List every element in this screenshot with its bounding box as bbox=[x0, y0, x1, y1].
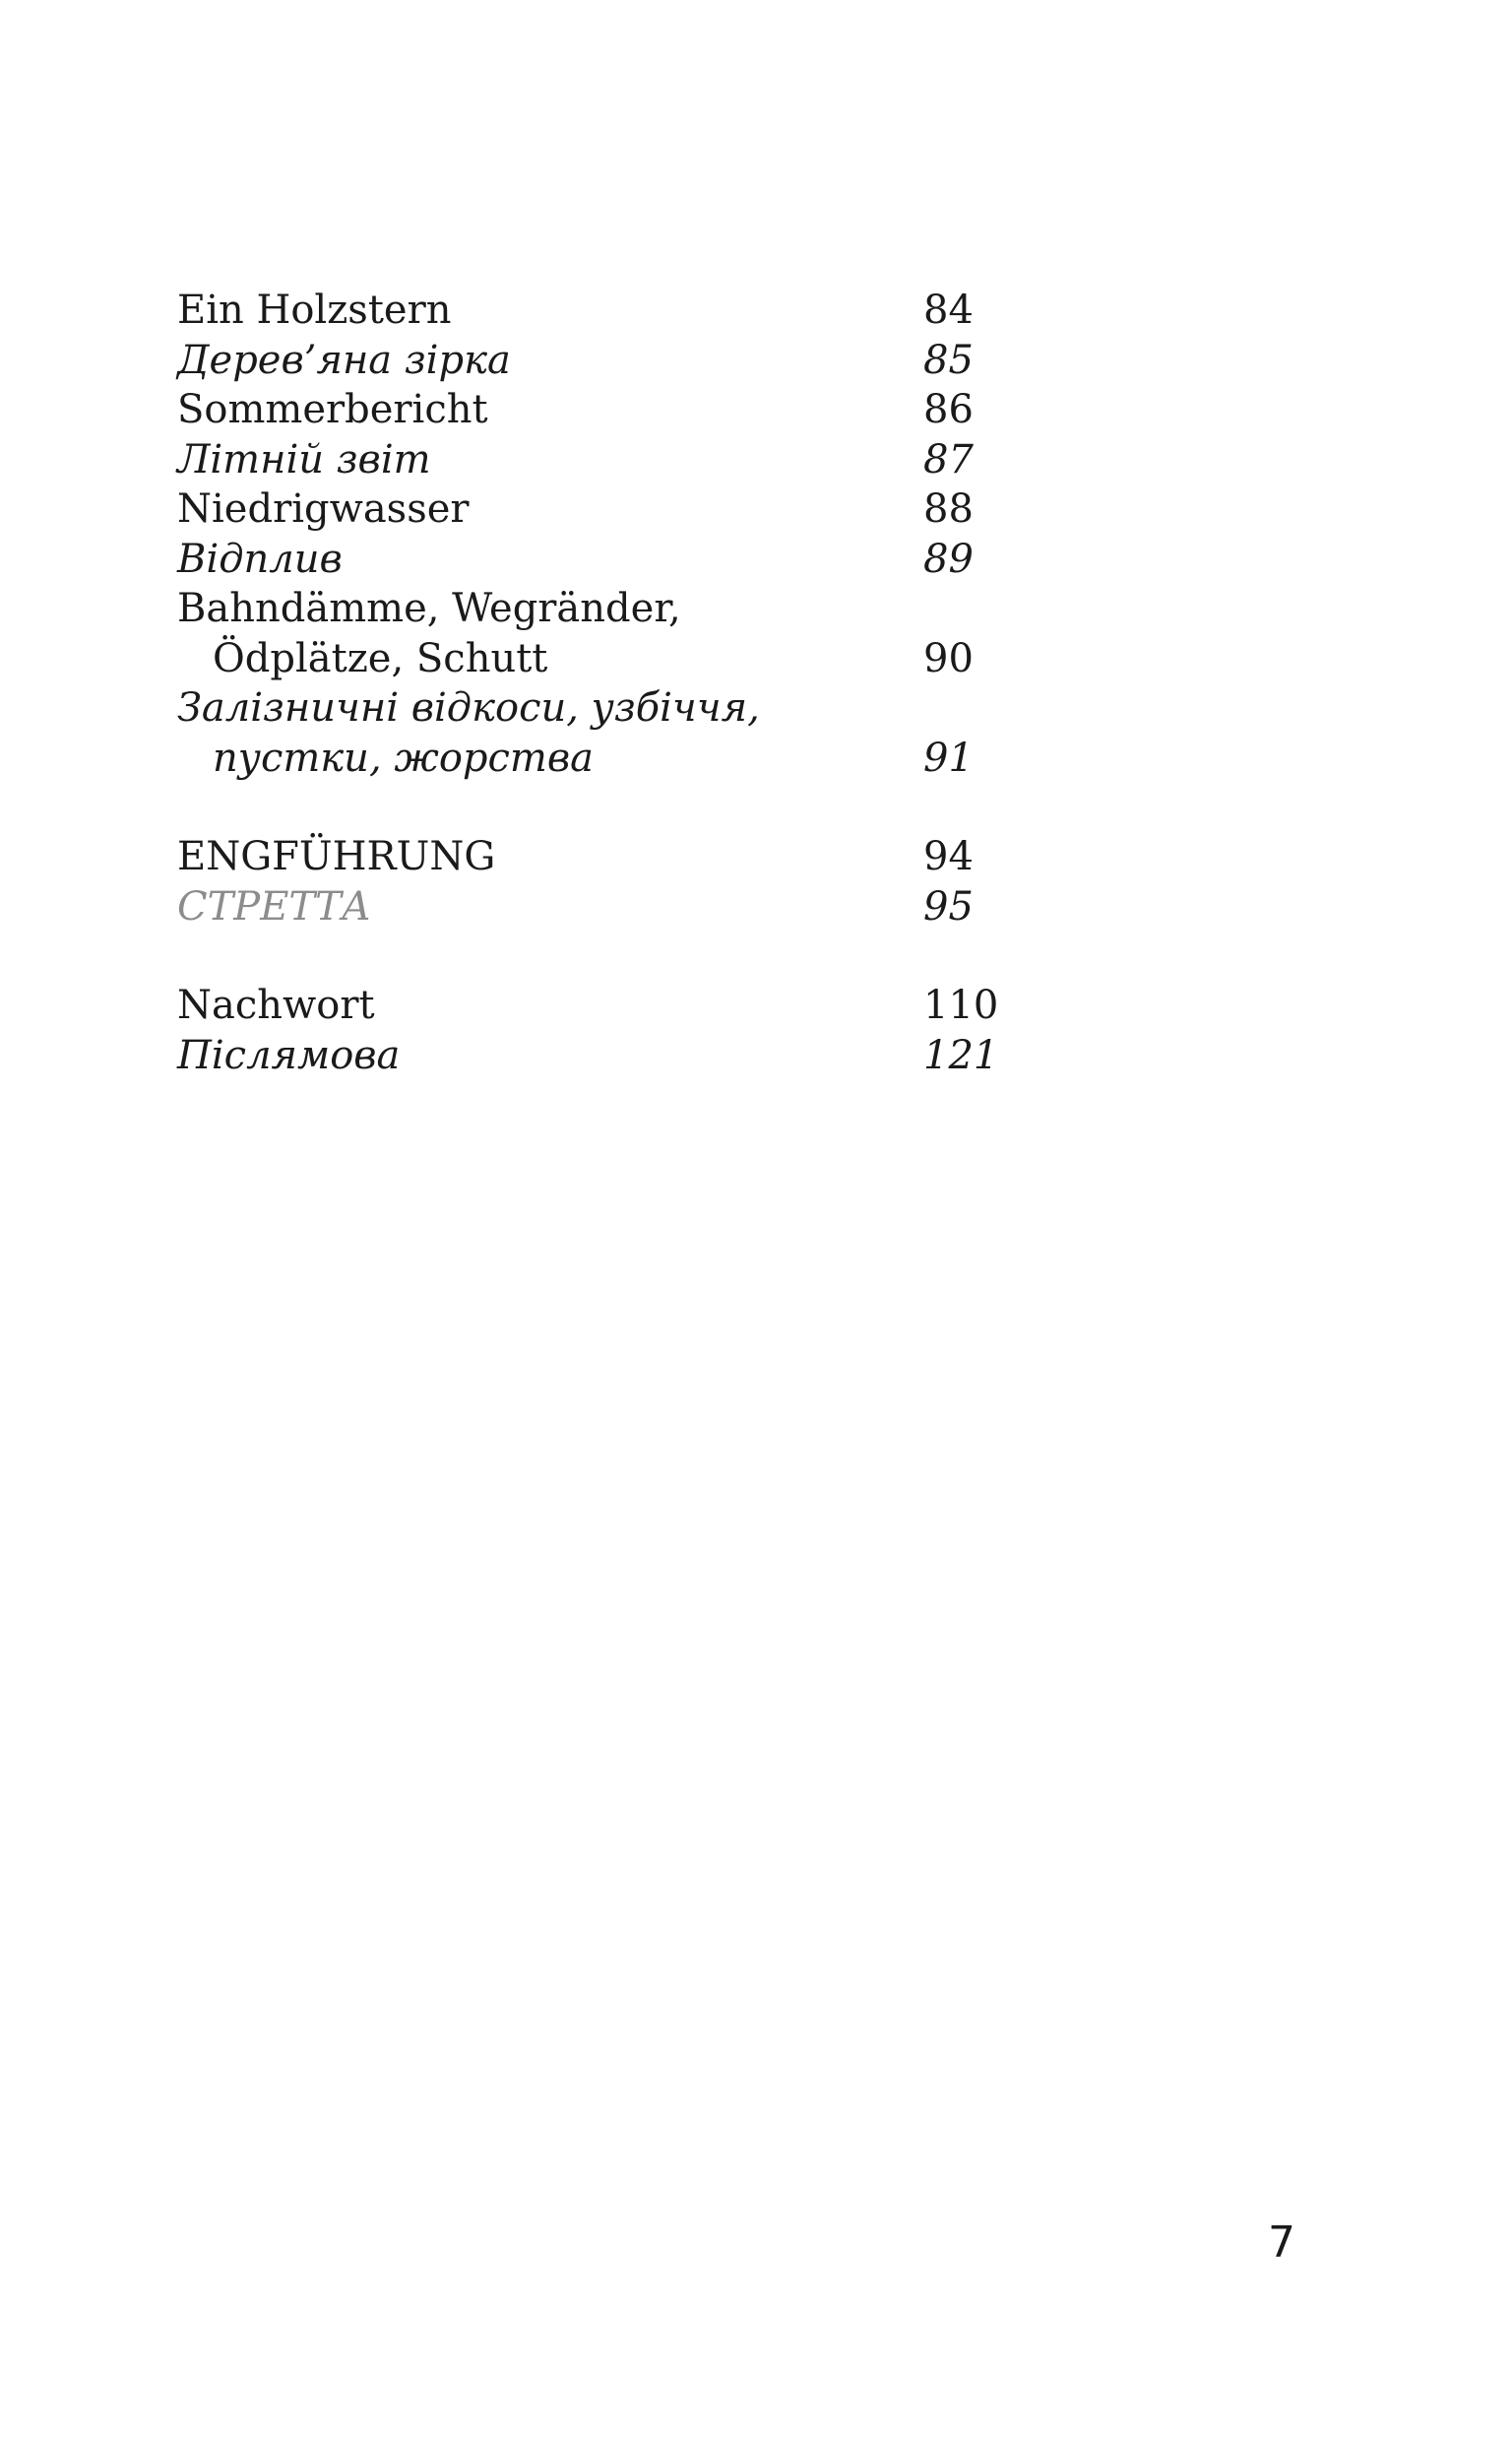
table-of-contents bbox=[177, 286, 999, 1080]
toc-entry bbox=[177, 1031, 999, 1081]
toc-entry-page: 95 bbox=[923, 883, 974, 930]
toc-entry bbox=[177, 336, 975, 386]
toc-entry-title: Niedrigwasser bbox=[177, 486, 470, 532]
section-gap bbox=[177, 783, 975, 832]
toc-entry-title: Sommerbericht bbox=[177, 387, 488, 432]
toc-entry-continuation bbox=[177, 734, 975, 784]
toc-entry-page: 88 bbox=[923, 486, 974, 532]
toc-entry-page: 94 bbox=[923, 834, 974, 879]
toc-entry-title: Bahndämme, Wegränder, bbox=[177, 586, 681, 631]
toc-entry-continuation bbox=[177, 634, 975, 684]
toc-entry bbox=[177, 286, 975, 336]
toc-entry-title: пустки, жорства bbox=[213, 735, 594, 781]
page-number: 7 bbox=[1268, 2218, 1295, 2268]
toc-entry-title: Дерев’яна зірка bbox=[177, 337, 511, 383]
toc-entry-page: 90 bbox=[923, 635, 974, 681]
toc-entry-title: Відплив bbox=[177, 536, 343, 582]
toc-entry bbox=[177, 535, 975, 585]
toc-entry-page: 87 bbox=[923, 436, 974, 482]
toc-entry bbox=[177, 981, 999, 1031]
toc-entry bbox=[177, 584, 975, 634]
toc-entry bbox=[177, 484, 975, 535]
toc-entry-title: Післямова bbox=[177, 1032, 401, 1078]
toc-entry-title: Ödplätze, Schutt bbox=[213, 635, 548, 681]
toc-entry-title: Ein Holzstern bbox=[177, 288, 452, 333]
toc-entry-page: 110 bbox=[923, 983, 999, 1028]
toc-entry-page: 121 bbox=[923, 1032, 999, 1078]
toc-entry-page: 91 bbox=[923, 735, 974, 781]
toc-entry-title: ENGFÜHRUNG bbox=[177, 834, 496, 879]
toc-entry-title: Літній звіт bbox=[177, 436, 431, 482]
toc-entry-page: 85 bbox=[923, 337, 974, 383]
toc-entry-page: 86 bbox=[923, 387, 974, 432]
toc-entry-title: Nachwort bbox=[177, 983, 375, 1028]
toc-entry bbox=[177, 683, 975, 734]
toc-entry bbox=[177, 832, 975, 882]
toc-entry bbox=[177, 385, 975, 435]
toc-entry-page: 84 bbox=[923, 288, 974, 333]
section-gap bbox=[177, 932, 975, 981]
toc-entry bbox=[177, 882, 975, 932]
toc-entry-title: СТРЕТТА bbox=[177, 883, 372, 930]
toc-entry-title: Залізничні відкоси, узбіччя, bbox=[177, 685, 760, 731]
toc-entry-page: 89 bbox=[923, 536, 974, 582]
toc-entry bbox=[177, 435, 975, 485]
